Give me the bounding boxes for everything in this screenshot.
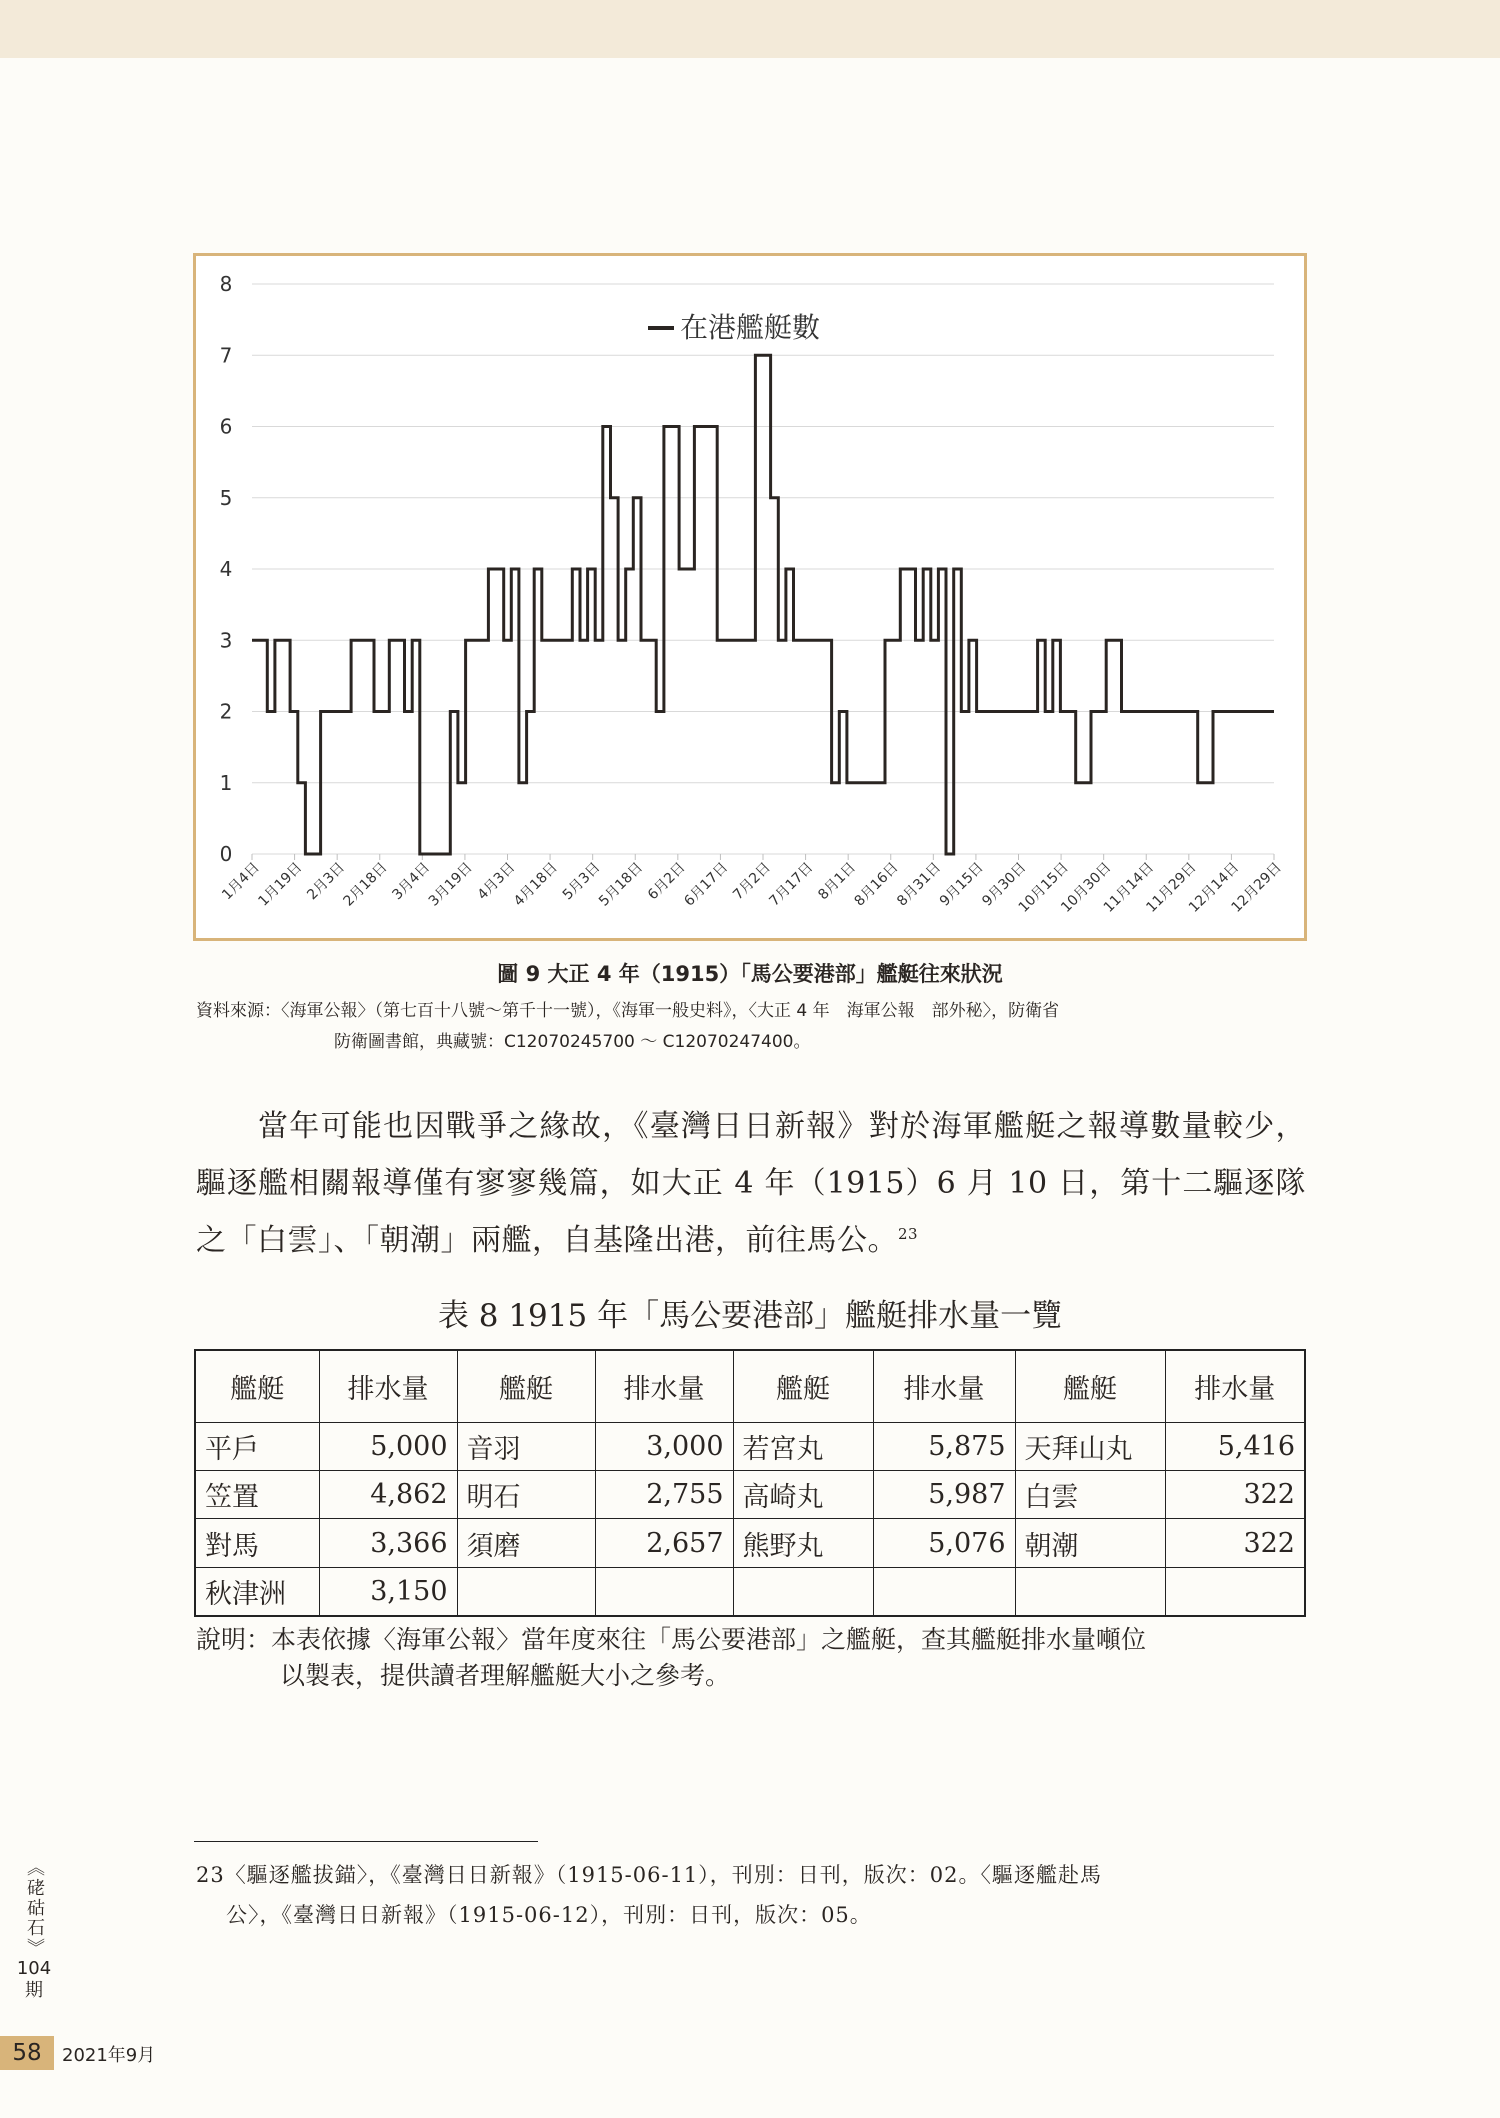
note-line-1: 說明：本表依據〈海軍公報〉當年度來往「馬公要港部」之艦艇，查其艦艇排水量噸位: [196, 1625, 1147, 1654]
cell-ship: 秋津洲: [195, 1567, 319, 1616]
page-number: 58: [0, 2036, 54, 2070]
cell-displacement: 2,755: [595, 1471, 733, 1519]
x-tick-label: 10月15日: [1015, 859, 1072, 916]
footnote-divider: [194, 1841, 538, 1842]
x-tick-label: 1月4日: [219, 859, 263, 904]
cell-displacement: 322: [1165, 1519, 1305, 1567]
table-row: [195, 1423, 1305, 1471]
y-tick-label: 8: [219, 272, 233, 296]
cell-ship: 須磨: [457, 1519, 595, 1567]
source-line-2: 防衛圖書館，典藏號：C12070245700 ～ C12070247400。: [334, 1032, 811, 1052]
x-tick-label: 5月3日: [559, 859, 604, 904]
cell-displacement: 2,657: [595, 1519, 733, 1567]
cell-displacement: 5,987: [873, 1471, 1015, 1519]
header-band: [0, 0, 1500, 58]
series-line: [252, 355, 1274, 854]
x-tick-label: 12月29日: [1228, 859, 1285, 916]
cell-displacement: 4,862: [319, 1471, 457, 1519]
cell-displacement: 322: [1165, 1471, 1305, 1519]
journal-name: 《硓𥑮石》: [24, 1858, 45, 1958]
cell-ship: 天拜山丸: [1015, 1423, 1165, 1471]
journal-side-label: [12, 1858, 56, 2002]
issue-word: 期: [25, 1980, 43, 2001]
x-tick-label: 2月3日: [304, 859, 348, 904]
y-tick-label: 5: [219, 485, 233, 510]
x-tick-label: 1月19日: [255, 859, 306, 910]
x-tick-label: 6月2日: [644, 859, 689, 904]
footnote: [196, 1855, 1308, 1935]
cell-ship: 平戶: [195, 1423, 319, 1471]
x-tick-label: 11月29日: [1143, 859, 1200, 916]
footnote-line-1: 23〈驅逐艦拔錨〉，《臺灣日日新報》（1915-06-11），刊別：日刊，版次：02。〈驅逐艦赴馬: [196, 1863, 1103, 1887]
cell-ship: [733, 1567, 873, 1616]
cell-displacement: 5,416: [1165, 1423, 1305, 1471]
table-title: 表 8 1915 年「馬公要港部」艦艇排水量一覽: [437, 1298, 1063, 1334]
source-line-1: 資料來源：〈海軍公報〉（第七百十八號～第千十一號），《海軍一般史料》，〈大正 4 年 海軍公報 部外秘〉，防衛省: [196, 1001, 1060, 1021]
x-tick-label: 2月18日: [340, 859, 391, 910]
line-chart: [193, 253, 1307, 941]
cell-ship: 朝潮: [1015, 1519, 1165, 1567]
cell-ship: 明石: [457, 1471, 595, 1519]
table-header-row: [195, 1350, 1305, 1423]
x-tick-label: 9月30日: [979, 859, 1030, 910]
cell-ship: [457, 1567, 595, 1616]
issue-date: 2021年9月: [62, 2045, 156, 2066]
x-tick-label: 3月4日: [389, 859, 434, 904]
x-tick-label: 3月19日: [425, 859, 476, 910]
cell-displacement: 5,076: [873, 1519, 1015, 1567]
x-tick-label: 12月14日: [1185, 859, 1243, 916]
cell-displacement: [595, 1567, 733, 1616]
x-tick-label: 9月15日: [936, 859, 987, 910]
cell-displacement: 3,000: [595, 1423, 733, 1471]
y-tick-label: 1: [219, 770, 233, 795]
y-tick-label: 4: [219, 557, 233, 581]
x-tick-label: 7月2日: [730, 859, 774, 904]
x-tick-label: 8月1日: [815, 859, 859, 904]
cell-displacement: [873, 1567, 1015, 1616]
x-tick-label: 5月18日: [596, 859, 647, 910]
x-tick-label: 4月3日: [474, 859, 519, 904]
cell-displacement: 5,875: [873, 1423, 1015, 1471]
y-tick-label: 0: [219, 842, 233, 866]
x-tick-label: 4月18日: [510, 859, 561, 910]
body-text: 當年可能也因戰爭之緣故，《臺灣日日新報》對於海軍艦艇之報導數量較少，驅逐艦相關報導僅有寥寥幾篇，如大正 4 年（1915）6 月 10 日，第十二驅逐隊之「白雲」、「朝潮」兩艦，自基隆出港，前往馬公。: [196, 1109, 1306, 1258]
header-ship: 艦艇: [733, 1350, 873, 1423]
table-row: [195, 1471, 1305, 1519]
issue-number: 104: [16, 1958, 52, 1979]
x-tick-label: 7月17日: [766, 859, 817, 910]
header-ship: 艦艇: [1015, 1350, 1165, 1423]
body-paragraph: [196, 1098, 1306, 1269]
cell-displacement: 5,000: [319, 1423, 457, 1471]
cell-displacement: 3,150: [319, 1567, 457, 1616]
header-displacement: 排水量: [1165, 1350, 1305, 1423]
cell-ship: 白雲: [1015, 1471, 1165, 1519]
x-tick-label: 8月31日: [894, 859, 945, 910]
chart-svg: [196, 256, 1304, 938]
note-line-2: 以製表，提供讀者理解艦艇大小之參考。: [280, 1661, 731, 1690]
header-displacement: 排水量: [595, 1350, 733, 1423]
table-row: [195, 1567, 1305, 1616]
cell-ship: 熊野丸: [733, 1519, 873, 1567]
cell-displacement: 3,366: [319, 1519, 457, 1567]
table-note: [196, 1622, 1308, 1694]
y-tick-label: 6: [219, 414, 233, 439]
cell-ship: 對馬: [195, 1519, 319, 1567]
cell-ship: 高崎丸: [733, 1471, 873, 1519]
legend-label: 在港艦艇數: [680, 311, 821, 344]
cell-ship: [1015, 1567, 1165, 1616]
y-tick-label: 7: [219, 343, 233, 368]
cell-ship: 若宮丸: [733, 1423, 873, 1471]
header-displacement: 排水量: [873, 1350, 1015, 1423]
table-row: [195, 1519, 1305, 1567]
figure-source: [196, 996, 1316, 1058]
x-tick-label: 11月14日: [1100, 859, 1158, 916]
x-tick-label: 6月17日: [681, 859, 732, 910]
footnote-line-2: 公〉，《臺灣日日新報》（1915-06-12），刊別：日刊，版次：05。: [226, 1903, 872, 1927]
cell-ship: 音羽: [457, 1423, 595, 1471]
footnote-ref: 23: [898, 1225, 919, 1243]
header-displacement: 排水量: [319, 1350, 457, 1423]
displacement-table: [194, 1349, 1306, 1617]
x-tick-label: 8月16日: [851, 859, 902, 910]
header-ship: 艦艇: [195, 1350, 319, 1423]
header-ship: 艦艇: [457, 1350, 595, 1423]
y-tick-label: 3: [219, 628, 233, 653]
cell-ship: 笠置: [195, 1471, 319, 1519]
y-tick-label: 2: [219, 699, 233, 724]
cell-displacement: [1165, 1567, 1305, 1616]
x-tick-label: 10月30日: [1058, 859, 1115, 916]
figure-caption: 圖 9 大正 4 年（1915）「馬公要港部」艦艇往來狀況: [497, 962, 1003, 986]
